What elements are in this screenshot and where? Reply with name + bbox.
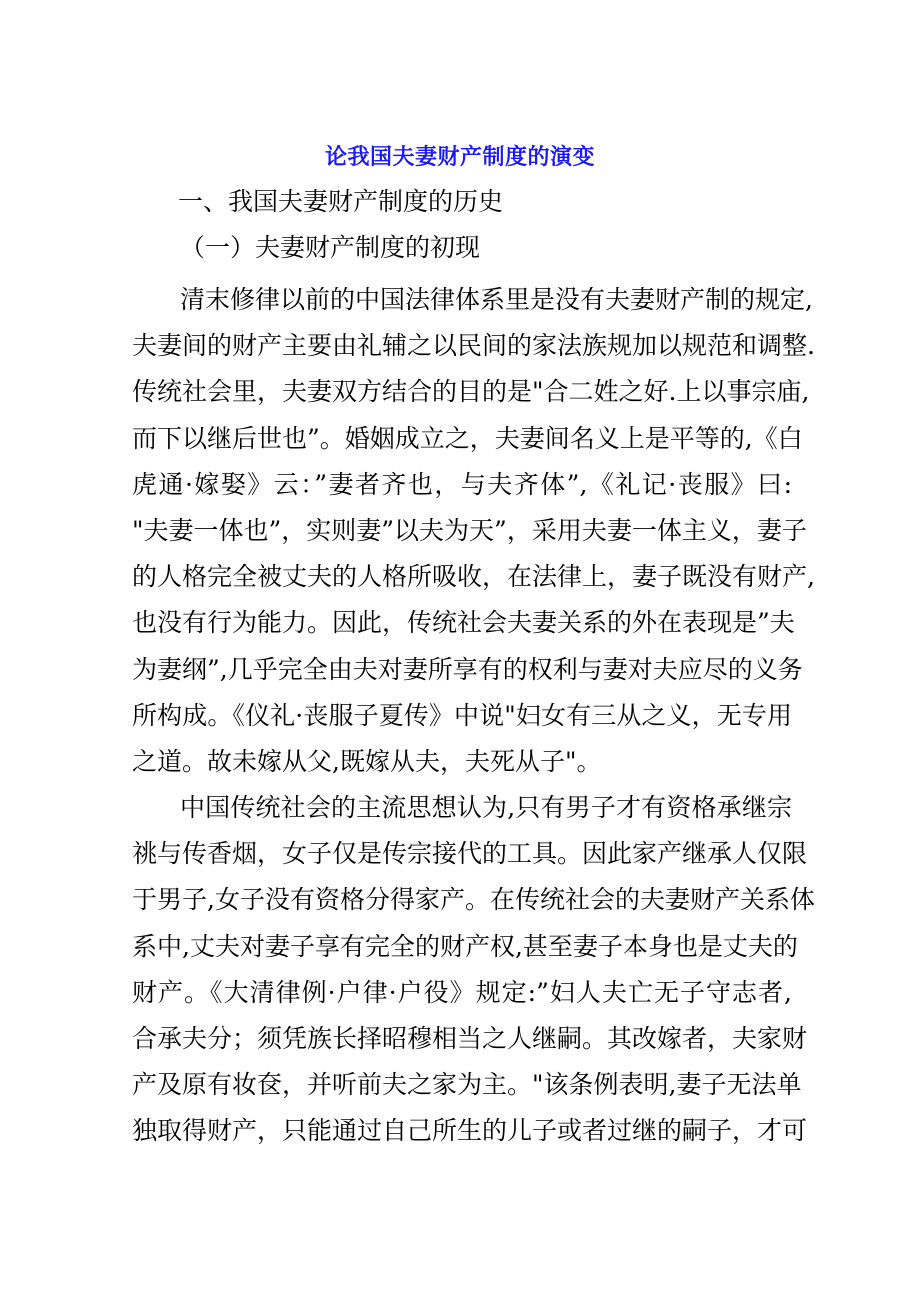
section-heading: 一、我国夫妻财产制度的历史 bbox=[178, 187, 504, 216]
paragraph-line: 产及原有妆奁，并听前夫之家为主。"该条例表明,妻子无法单 bbox=[132, 1070, 802, 1100]
paragraph-line: 于男子,女子没有资格分得家产。在传统社会的夫妻财产关系体 bbox=[132, 885, 815, 915]
paragraph-line: 所构成。《仪礼·丧服子夏传》中说"妇女有三从之义，无专用 bbox=[132, 700, 792, 730]
paragraph-line: 为妻纲”,几乎完全由夫对妻所享有的权利与妻对夫应尽的义务 bbox=[132, 654, 803, 684]
paragraph-line: 的人格完全被丈夫的人格所吸收，在法律上，妻子既没有财产, bbox=[132, 562, 815, 592]
paragraph-line: 虎通·嫁娶》云：”妻者齐也，与夫齐体”,《礼记·丧服》曰: bbox=[132, 469, 792, 499]
paragraph-line: 夫妻间的财产主要由礼辅之以民间的家法族规加以规范和调整. bbox=[132, 331, 815, 361]
paragraph-2 bbox=[132, 785, 815, 1155]
paragraph-line: 系中,丈夫对妻子享有完全的财产权,甚至妻子本身也是丈夫的 bbox=[132, 931, 798, 961]
paragraph-line: 中国传统社会的主流思想认为,只有男子才有资格承继宗 bbox=[180, 793, 792, 822]
paragraph-line: 之道。故未嫁从父,既嫁从夫，夫死从子"。 bbox=[132, 746, 602, 776]
document-title: 论我国夫妻财产制度的演变 bbox=[324, 145, 595, 170]
paragraph-line: 清末修律以前的中国法律体系里是没有夫妻财产制的规定, bbox=[180, 285, 813, 314]
paragraph-line: 独取得财产，只能通过自己所生的儿子或者过继的嗣子，才可 bbox=[132, 1116, 808, 1146]
paragraph-line: 合承夫分；须凭族长择昭穆相当之人继嗣。其改嫁者，夫家财 bbox=[132, 1023, 808, 1053]
subsection-heading: （一）夫妻财产制度的初现 bbox=[180, 233, 481, 262]
paragraph-line: 传统社会里，夫妻双方结合的目的是"合二姓之好.上以事宗庙, bbox=[132, 377, 810, 407]
paragraph-line: 也没有行为能力。因此，传统社会夫妻关系的外在表现是”夫 bbox=[132, 608, 795, 638]
paragraph-line: 祧与传香烟，女子仅是传宗接代的工具。因此家产继承人仅限 bbox=[132, 839, 808, 869]
paragraph-line: 财产。《大清律例·户律·户役》规定:”妇人夫亡无子守志者, bbox=[132, 977, 792, 1007]
paragraph-line: 而下以继后世也”。婚姻成立之，夫妻间名义上是平等的,《白 bbox=[132, 423, 803, 453]
paragraph-line: "夫妻一体也”，实则妻”以夫为天”，采用夫妻一体主义，妻子 bbox=[132, 515, 807, 545]
paragraph-1 bbox=[132, 277, 815, 785]
